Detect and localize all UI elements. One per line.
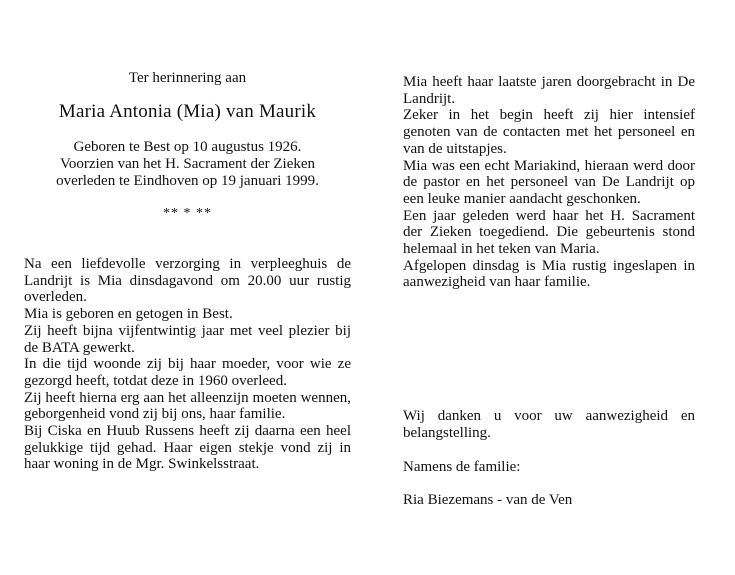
paragraph: Bij Ciska en Huub Russens heeft zij daarna een heel gelukkige tijd gehad. Haar eigen stekje vond zij in haar woning in de Mgr. Swinkelsstraat. (24, 423, 351, 473)
right-column (403, 74, 695, 509)
paragraph: Zeker in het begin heeft zij hier intensief genoten van de contacten met het personeel en van de uitstapjes. (403, 107, 695, 157)
paragraph: Mia heeft haar laatste jaren doorgebracht in De Landrijt. (403, 74, 695, 107)
paragraph: Mia was een echt Mariakind, hieraan werd door de pastor en het personeel van De Landrijt op een leuke manier aandacht geschonken. (403, 157, 695, 207)
birth-line: Geboren te Best op 10 augustus 1926. (73, 139, 302, 155)
right-body (403, 74, 695, 291)
separator: ** * ** (163, 206, 212, 221)
paragraph: Afgelopen dinsdag is Mia rustig ingeslapen in aanwezigheid van haar familie. (403, 257, 695, 291)
life-facts (24, 139, 351, 190)
paragraph: Een jaar geleden werd haar het H. Sacrament der Zieken toegediend. Die gebeurtenis stond helemaal in het teken van Maria. (403, 207, 695, 258)
paragraph: Na een liefdevolle verzorging in verpleeghuis de Landrijt is Mia dinsdagavond om 20.00 uur rustig overleden. (24, 256, 351, 306)
paragraph: Zij heeft hierna erg aan het alleenzijn moeten wennen, geborgenheid vond zij bij ons, haar familie. (24, 389, 351, 423)
paragraph: In die tijd woonde zij bij haar moeder, voor wie ze gezorgd heeft, totdat deze in 1960 overleed. (24, 356, 351, 389)
paragraph: Mia is geboren en getogen in Best. (24, 306, 233, 323)
signature-name: Ria Biezemans - van de Ven (403, 492, 573, 509)
left-body (24, 256, 351, 473)
deceased-name: Maria Antonia (Mia) van Maurik (58, 101, 317, 122)
thanks-text: Wij danken u voor uw aanwezigheid en belangstelling. (403, 408, 695, 441)
intro-line: Ter herinnering aan (128, 70, 247, 86)
death-line: overleden te Eindhoven op 19 januari 1999. (56, 173, 319, 189)
signature-label: Namens de familie: (403, 458, 521, 475)
left-column (24, 70, 351, 473)
paragraph: Zij heeft bijna vijfentwintig jaar met veel plezier bij de BATA gewerkt. (24, 322, 351, 356)
sacrament-line: Voorzien van het H. Sacrament der Zieken (59, 156, 316, 172)
